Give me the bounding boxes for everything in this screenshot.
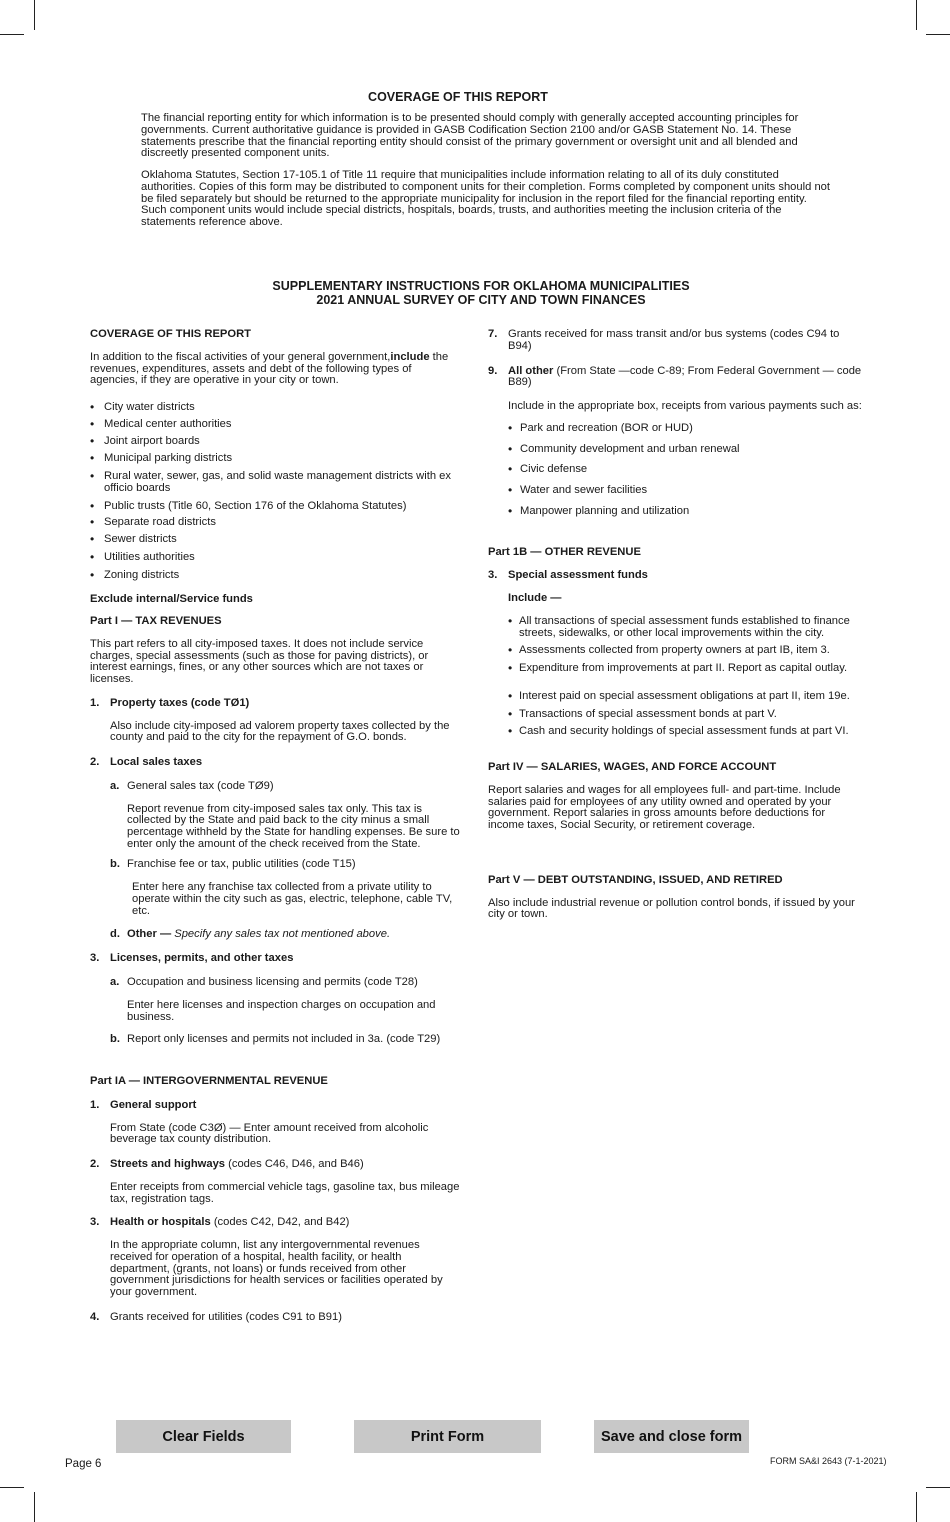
item-special-assessment [488,570,863,582]
payment-item: • Community development and urban renewal [508,444,863,456]
coverage-paragraph-2: Oklahoma Statutes, Section 17-105.1 of Title 11 require that municipalities include information relating to all of its duly constituted authorities. Copies of this form may be distributed to component units for their completion. Forms completed by component units should not be filed separately but should be returned to the appropriate municipality for inclusion in the report filed for the financial reporting entity. Such component units would include special districts, hospitals, boards, trusts, and authorities meeting the inclusion criteria of the statements reference above. [141,169,830,228]
save-close-button[interactable]: Save and close form [594,1420,749,1453]
item-number: 1. [90,696,100,709]
item-letter: b. [110,1033,120,1046]
item-text: (From State —code C-89; From Federal Government — code B89) [508,364,862,389]
item-title: Local sales taxes [110,756,203,768]
item-number: 3. [90,952,100,965]
part1b-heading: Part 1B — OTHER REVENUE [488,545,641,558]
item-title: Franchise fee or tax, public utilities (code T15) [127,857,356,870]
supplementary-title-line-2: 2021 ANNUAL SURVEY OF CITY AND TOWN FINANCES [316,293,646,308]
item1-text: Also include city-imposed ad valorem property taxes collected by the county and paid to the city for the repayment of G.O. bonds. [110,719,450,744]
coverage-paragraph-1: The financial reporting entity for which information is to be presented should comply with generally accepted accounting principles for governments. Current authoritative guidance is provided in GASB Codification Section 2100 and/or GASB Statement No. 14. These statements prescribe that the financial reporting entity should consist of the primary government or oversight unit and all blended and discreetly presented component units. [141,112,799,160]
item-licenses-permits [90,953,460,965]
crop-mark [916,1492,917,1522]
item-letter: a. [110,779,120,792]
item-title: Other — [127,927,172,940]
crop-mark [34,0,35,30]
page-number: Page 6 [65,1458,102,1470]
item-2b [110,859,460,871]
supplementary-title-line-1: SUPPLEMENTARY INSTRUCTIONS FOR OKLAHOMA MUNICIPALITIES [272,279,690,293]
payment-item: • Park and recreation (BOR or HUD) [508,423,863,435]
item-text: Grants received for mass transit and/or bus systems (codes C94 to B94) [508,328,840,352]
item2b-text: Enter here any franchise tax collected from a private utility to operate within the city such as gas, electric, telephone, cable TV, etc. [132,881,453,917]
coverage-heading: COVERAGE OF THIS REPORT [368,90,548,104]
payment-item: • Manpower planning and utilization [508,506,863,518]
crop-mark [916,0,917,30]
item-text: Grants received for utilities (codes C91 to B91) [110,1310,342,1323]
assessment-item: • Cash and security holdings of special assessment funds at part VI. [508,726,863,738]
part1-text: This part refers to all city-imposed taxes. It does not include service charges, special assessments (such as those for paving districts), or interest earnings, fines, or any other sources which are not taxes or licenses. [90,637,429,685]
item-3b [110,1034,460,1046]
crop-mark [926,34,950,35]
item-property-taxes [90,698,460,710]
agency-item: • Municipal parking districts [90,453,460,465]
agency-item: • Medical center authorities [90,419,460,431]
item2a-text: Report revenue from city-imposed sales tax only. This tax is collected by the State and paid back to the city minus a small percentage withheld by the State for handling expenses. Be sure to enter only the amount of the check received from the State. [127,802,460,850]
item-2a [110,781,460,793]
left-column [90,329,460,1324]
item3a-text: Enter here licenses and inspection charges on occupation and business. [127,998,436,1023]
agency-item: • City water districts [90,402,460,414]
item-utility-grants [90,1312,460,1324]
agency-item: • Zoning districts [90,570,460,582]
clear-fields-button[interactable]: Clear Fields [116,1420,291,1453]
item-2d [110,929,460,941]
intro-text-cont: the revenues, expenditures, assets and debt of the following types of agencies, if they are operative in your city or town. [90,350,449,387]
form-number: FORM SA&I 2643 (7-1-2021) [770,1456,887,1466]
item-number: 3. [488,569,498,582]
agency-item: • Joint airport boards [90,436,460,448]
item-number: 9. [488,364,498,377]
agency-list [90,402,460,581]
crop-mark [0,34,24,35]
item-3a [110,977,460,989]
agency-item: • Public trusts (Title 60, Section 176 of the Oklahoma Statutes) [90,501,460,513]
print-form-button[interactable]: Print Form [354,1420,541,1453]
item-number: 7. [488,328,498,340]
item-letter: d. [110,927,120,940]
part5-text: Also include industrial revenue or pollution control bonds, if issued by your city or town. [488,896,855,921]
item-number: 1. [90,1098,100,1111]
part4-text: Report salaries and wages for all employees full- and part-time. Include salaries paid for employees of any utility owned and operated by your government. Report salaries in gross amounts before deductions for income taxes, Social Security, or retirement coverage. [488,783,841,831]
exclude-note: Exclude internal/Service funds [90,593,253,606]
crop-mark [0,1487,24,1488]
assessment-list [488,616,863,738]
item-letter: b. [110,857,120,870]
assessment-item: • Expenditure from improvements at part II. Report as capital outlay. [508,663,863,675]
item-title: General support [110,1098,197,1111]
item-mass-transit [488,329,863,353]
sa-include: Include — [508,592,562,604]
item9-include: Include in the appropriate box, receipts from various payments such as: [508,400,862,412]
right-column [488,329,863,921]
item-number: 3. [90,1216,100,1229]
agency-item: • Sewer districts [90,534,460,546]
agency-item: • Rural water, sewer, gas, and solid waste management districts with ex officio boards [90,471,460,495]
item-health-hospitals [90,1217,460,1229]
item-title: Special assessment funds [508,569,648,582]
left-coverage-heading: COVERAGE OF THIS REPORT [90,328,251,340]
part4-heading: Part IV — SALARIES, WAGES, AND FORCE ACCOUNT [488,761,777,773]
item-title: Property taxes (code TØ1) [110,696,250,709]
item-number: 4. [90,1310,100,1323]
part5-heading: Part V — DEBT OUTSTANDING, ISSUED, AND RETIRED [488,873,783,886]
item-general-support [90,1100,460,1112]
assessment-item: • Transactions of special assessment bonds at part V. [508,709,863,721]
include-emphasis: include [390,350,430,363]
part1-heading: Part I — TAX REVENUES [90,615,222,627]
item-number: 2. [90,756,100,768]
ia2-text: Enter receipts from commercial vehicle tags, gasoline tax, bus mileage tax, registration tags. [110,1180,460,1205]
payment-item: • Water and sewer facilities [508,485,863,497]
part1a-heading: Part IA — INTERGOVERNMENTAL REVENUE [90,1075,328,1087]
intro-text: In addition to the fiscal activities of your general government, [90,350,391,363]
item-title: All other [508,364,554,377]
assessment-item: • Interest paid on special assessment obligations at part II, item 19e. [508,691,863,703]
agency-item: • Separate road districts [90,517,460,529]
item-streets-highways [90,1159,460,1171]
item-title: Health or hospitals [110,1216,211,1229]
item-codes: (codes C42, D42, and B42) [213,1216,350,1229]
ia3-text: In the appropriate column, list any intergovernmental revenues received for operation of a hospital, health facility, or health department, (grants, not loans) or funds received from other government jurisdictions for health services or facilities operated by your government. [110,1239,443,1298]
item-local-sales-taxes [90,757,460,769]
item-title: Report only licenses and permits not included in 3a. (code T29) [127,1033,441,1046]
item-all-other [488,366,863,390]
item-title: Streets and highways [110,1158,226,1170]
ia1-text: From State (code C3Ø) — Enter amount received from alcoholic beverage tax county distribution. [110,1121,429,1146]
crop-mark [926,1487,950,1488]
item-title: Licenses, permits, and other taxes [110,952,294,965]
supplementary-title [0,280,950,307]
assessment-item: • Assessments collected from property owners at part IB, item 3. [508,645,863,657]
assessment-item: • All transactions of special assessment funds established to finance streets, sidewalks, or other local improvements within the city. [508,616,863,640]
item-text: Specify any sales tax not mentioned above. [174,927,391,940]
item-title: Occupation and business licensing and permits (code T28) [127,976,418,988]
payment-item: • Civic defense [508,464,863,476]
item-letter: a. [110,976,120,988]
agency-item: • Utilities authorities [90,552,460,564]
item-number: 2. [90,1158,100,1170]
left-intro [90,352,460,387]
item-codes: (codes C46, D46, and B46) [228,1158,364,1170]
payment-list [488,423,863,518]
item-title: General sales tax (code TØ9) [127,779,274,792]
crop-mark [34,1492,35,1522]
